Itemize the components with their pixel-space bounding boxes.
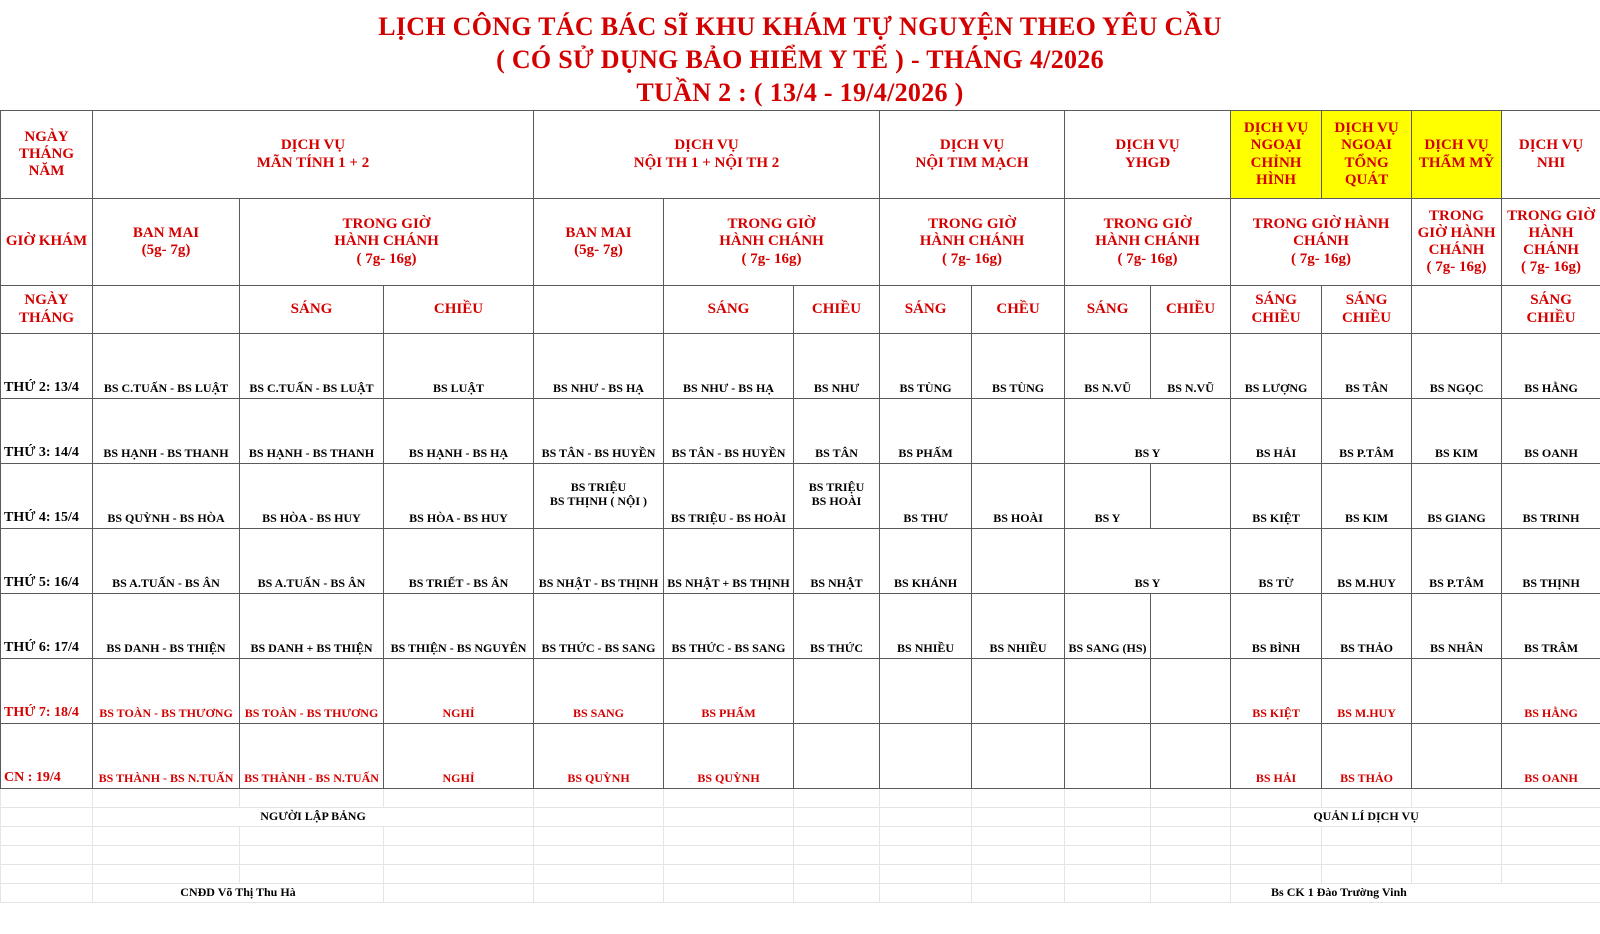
- footer-right-name: Bs CK 1 Đào Trường Vinh: [1231, 884, 1600, 903]
- schedule-cell: BS BÌNH: [1231, 594, 1322, 659]
- day-cell: CN : 19/4: [1, 724, 93, 789]
- schedule-cell: BS N.VŨ: [1065, 334, 1151, 399]
- day-cell: THỨ 4: 15/4: [1, 464, 93, 529]
- schedule-cell: BS THỨC - BS SANG: [534, 594, 664, 659]
- schedule-cell: BS TÙNG: [972, 334, 1065, 399]
- schedule-cell: BS LƯỢNG: [1231, 334, 1322, 399]
- schedule-cell: BS NHIỀU: [972, 594, 1065, 659]
- header-trong-gio-1: TRONG GIỜ HÀNH CHÁNH ( 7g- 16g): [240, 199, 534, 286]
- header-tham-my: DỊCH VỤ THẨM MỸ: [1412, 111, 1502, 199]
- schedule-cell: BS THỨC - BS SANG: [664, 594, 794, 659]
- table-row: [1, 724, 1600, 789]
- schedule-cell: BS N.VŨ: [1151, 334, 1231, 399]
- footer-right-title: QUẢN LÍ DỊCH VỤ: [1231, 808, 1502, 827]
- schedule-cell: BS QUỲNH - BS HÒA: [93, 464, 240, 529]
- header-chieu: CHIỀU: [384, 286, 534, 334]
- schedule-cell: [794, 659, 880, 724]
- schedule-cell: BS HẰNG: [1502, 334, 1600, 399]
- header-ngoai-tong-quat: DỊCH VỤ NGOẠI TỔNG QUÁT: [1322, 111, 1412, 199]
- schedule-cell: BS M.HUY: [1322, 659, 1412, 724]
- schedule-cell: [972, 399, 1065, 464]
- footer-spacer-row: [1, 827, 1600, 846]
- schedule-cell: BS HẠNH - BS THANH: [240, 399, 384, 464]
- header-chieu: CHIỀU: [794, 286, 880, 334]
- schedule-cell: BS TÂN: [794, 399, 880, 464]
- schedule-cell: BS TOÀN - BS THƯƠNG: [240, 659, 384, 724]
- schedule-cell: BS PHẤM: [880, 399, 972, 464]
- schedule-cell: [1151, 724, 1231, 789]
- schedule-cell: BS HÒA - BS HUY: [384, 464, 534, 529]
- header-trong-gio-3: TRONG GIỜ HÀNH CHÁNH ( 7g- 16g): [880, 199, 1065, 286]
- schedule-cell: [972, 724, 1065, 789]
- schedule-cell: BS TOÀN - BS THƯƠNG: [93, 659, 240, 724]
- schedule-cell: BS Y: [1065, 529, 1231, 594]
- schedule-cell: BS SANG: [534, 659, 664, 724]
- schedule-cell: [1151, 659, 1231, 724]
- schedule-cell: [1412, 659, 1502, 724]
- schedule-cell: BS THƯ: [880, 464, 972, 529]
- header-ban-mai-2: BAN MAI (5g- 7g): [534, 199, 664, 286]
- schedule-table: [0, 110, 1600, 903]
- schedule-cell: BS SANG (HS): [1065, 594, 1151, 659]
- header-empty: [1412, 286, 1502, 334]
- footer-titles-row: [1, 808, 1600, 827]
- header-sang: SÁNG: [1065, 286, 1151, 334]
- schedule-cell: BS TÂN: [1322, 334, 1412, 399]
- footer-spacer-row: [1, 846, 1600, 865]
- footer-left-title: NGƯỜI LẬP BẢNG: [93, 808, 534, 827]
- schedule-cell: BS HOÀI: [972, 464, 1065, 529]
- header-trong-gio-4: TRONG GIỜ HÀNH CHÁNH ( 7g- 16g): [1065, 199, 1231, 286]
- day-cell: THỨ 2: 13/4: [1, 334, 93, 399]
- schedule-cell: BS PHẤM: [664, 659, 794, 724]
- schedule-cell: BS TÙNG: [880, 334, 972, 399]
- header-ngoai-chinh-hinh: DỊCH VỤ NGOẠI CHỈNH HÌNH: [1231, 111, 1322, 199]
- footer-spacer-row: [1, 865, 1600, 884]
- schedule-cell: BS NHƯ - BS HẠ: [664, 334, 794, 399]
- schedule-cell: [1151, 594, 1231, 659]
- schedule-cell: BS TRIỆU BS THỊNH ( NỘI ): [534, 464, 664, 529]
- day-cell: THỨ 6: 17/4: [1, 594, 93, 659]
- header-trong-gio-5: TRONG GIỜ HÀNH CHÁNH ( 7g- 16g): [1231, 199, 1412, 286]
- footer-names-row: [1, 884, 1600, 903]
- schedule-cell: BS OANH: [1502, 724, 1600, 789]
- header-sang-chieu: SÁNG CHIỀU: [1322, 286, 1412, 334]
- schedule-cell: BS QUỲNH: [534, 724, 664, 789]
- header-man-tinh: DỊCH VỤ MÃN TÍNH 1 + 2: [93, 111, 534, 199]
- footer-left-name: CNĐD Võ Thị Thu Hà: [93, 884, 384, 903]
- schedule-cell: BS HÒA - BS HUY: [240, 464, 384, 529]
- header-sang-chieu: SÁNG CHIỀU: [1231, 286, 1322, 334]
- table-row: [1, 399, 1600, 464]
- header-noi-th: DỊCH VỤ NỘI TH 1 + NỘI TH 2: [534, 111, 880, 199]
- schedule-cell: BS HẢI: [1231, 399, 1322, 464]
- schedule-cell: BS TRIỆU BS HOÀI: [794, 464, 880, 529]
- schedule-cell: BS TỪ: [1231, 529, 1322, 594]
- schedule-cell: BS M.HUY: [1322, 529, 1412, 594]
- table-row: [1, 464, 1600, 529]
- header-nhi: DỊCH VỤ NHI: [1502, 111, 1600, 199]
- header-chieu: CHIỀU: [1151, 286, 1231, 334]
- schedule-cell: BS NHÂN: [1412, 594, 1502, 659]
- header-row-hours: [1, 199, 1600, 286]
- header-empty: [93, 286, 240, 334]
- header-yhgd: DỊCH VỤ YHGĐ: [1065, 111, 1231, 199]
- header-sang-chieu: SÁNG CHIỀU: [1502, 286, 1600, 334]
- footer-spacer-row: [1, 789, 1600, 808]
- schedule-cell: BS TÂN - BS HUYỀN: [534, 399, 664, 464]
- header-chieu: CHỀU: [972, 286, 1065, 334]
- schedule-cell: BS P.TÂM: [1322, 399, 1412, 464]
- header-sang: SÁNG: [664, 286, 794, 334]
- schedule-cell: BS C.TUẤN - BS LUẬT: [240, 334, 384, 399]
- schedule-cell: BS TÂN - BS HUYỀN: [664, 399, 794, 464]
- schedule-cell: BS C.TUẤN - BS LUẬT: [93, 334, 240, 399]
- table-row: [1, 594, 1600, 659]
- schedule-cell: BS HẠNH - BS THANH: [93, 399, 240, 464]
- schedule-cell: [880, 659, 972, 724]
- schedule-cell: BS NHẬT - BS THỊNH: [534, 529, 664, 594]
- header-noi-tim-mach: DỊCH VỤ NỘI TIM MẠCH: [880, 111, 1065, 199]
- schedule-cell: [972, 659, 1065, 724]
- schedule-cell: BS DANH - BS THIỆN: [93, 594, 240, 659]
- schedule-cell: BS NGỌC: [1412, 334, 1502, 399]
- schedule-cell: BS KHÁNH: [880, 529, 972, 594]
- header-trong-gio-2: TRONG GIỜ HÀNH CHÁNH ( 7g- 16g): [664, 199, 880, 286]
- schedule-cell: BS GIANG: [1412, 464, 1502, 529]
- day-cell: THỨ 7: 18/4: [1, 659, 93, 724]
- schedule-cell: [880, 724, 972, 789]
- header-trong-gio-6: TRONG GIỜ HÀNH CHÁNH ( 7g- 16g): [1412, 199, 1502, 286]
- schedule-title: LỊCH CÔNG TÁC BÁC SĨ KHU KHÁM TỰ NGUYỆN THEO YÊU CẦU: [378, 12, 1222, 41]
- schedule-cell: [972, 529, 1065, 594]
- schedule-cell: BS OANH: [1502, 399, 1600, 464]
- schedule-cell: [1065, 659, 1151, 724]
- day-cell: THỨ 5: 16/4: [1, 529, 93, 594]
- schedule-cell: BS THIỆN - BS NGUYÊN: [384, 594, 534, 659]
- schedule-cell: BS KIM: [1412, 399, 1502, 464]
- schedule-cell: BS TRINH: [1502, 464, 1600, 529]
- schedule-cell: BS A.TUẤN - BS ÂN: [240, 529, 384, 594]
- header-ban-mai-1: BAN MAI (5g- 7g): [93, 199, 240, 286]
- day-cell: THỨ 3: 14/4: [1, 399, 93, 464]
- header-trong-gio-7: TRONG GIỜ HÀNH CHÁNH ( 7g- 16g): [1502, 199, 1600, 286]
- schedule-cell: BS Y: [1065, 464, 1151, 529]
- schedule-cell: [794, 724, 880, 789]
- header-ngay-thang-nam: NGÀY THÁNG NĂM: [1, 111, 93, 199]
- header-gio-kham: GIỜ KHÁM: [1, 199, 93, 286]
- schedule-cell: BS TRIẾT - BS ÂN: [384, 529, 534, 594]
- schedule-cell: BS HẠNH - BS HẠ: [384, 399, 534, 464]
- schedule-cell: [1065, 724, 1151, 789]
- schedule-cell: BS QUỲNH: [664, 724, 794, 789]
- schedule-cell: BS A.TUẤN - BS ÂN: [93, 529, 240, 594]
- header-sang: SÁNG: [880, 286, 972, 334]
- schedule-cell: BS THỨC: [794, 594, 880, 659]
- header-empty: [534, 286, 664, 334]
- schedule-cell: BS TRÂM: [1502, 594, 1600, 659]
- header-sang: SÁNG: [240, 286, 384, 334]
- schedule-cell: [1412, 724, 1502, 789]
- header-row-services: [1, 111, 1600, 199]
- schedule-cell: BS NHIỀU: [880, 594, 972, 659]
- schedule-cell: BS KIỆT: [1231, 659, 1322, 724]
- schedule-cell: [1151, 464, 1231, 529]
- schedule-cell: BS THẢO: [1322, 724, 1412, 789]
- schedule-cell: BS Y: [1065, 399, 1231, 464]
- schedule-cell: BS KIỆT: [1231, 464, 1322, 529]
- schedule-cell: BS TRIỆU - BS HOÀI: [664, 464, 794, 529]
- schedule-cell: BS HẰNG: [1502, 659, 1600, 724]
- schedule-cell: NGHỈ: [384, 659, 534, 724]
- table-row: [1, 659, 1600, 724]
- schedule-cell: BS P.TÂM: [1412, 529, 1502, 594]
- schedule-cell: BS THÀNH - BS N.TUẤN: [240, 724, 384, 789]
- schedule-week: TUẦN 2 : ( 13/4 - 19/4/2026 ): [636, 78, 964, 107]
- header-row-shifts: [1, 286, 1600, 334]
- schedule-cell: BS THỊNH: [1502, 529, 1600, 594]
- header-ngay-thang: NGÀY THÁNG: [1, 286, 93, 334]
- table-row: [1, 334, 1600, 399]
- schedule-cell: BS KIM: [1322, 464, 1412, 529]
- schedule-cell: BS THÀNH - BS N.TUẤN: [93, 724, 240, 789]
- schedule-cell: BS NHẬT: [794, 529, 880, 594]
- schedule-cell: BS HẢI: [1231, 724, 1322, 789]
- schedule-cell: BS NHƯ - BS HẠ: [534, 334, 664, 399]
- schedule-cell: NGHỈ: [384, 724, 534, 789]
- table-row: [1, 529, 1600, 594]
- schedule-subtitle: ( CÓ SỬ DỤNG BẢO HIỂM Y TẾ ) - THÁNG 4/2026: [496, 45, 1104, 74]
- schedule-cell: BS DANH + BS THIỆN: [240, 594, 384, 659]
- schedule-cell: BS NHƯ: [794, 334, 880, 399]
- schedule-cell: BS NHẬT + BS THỊNH: [664, 529, 794, 594]
- schedule-cell: BS THẢO: [1322, 594, 1412, 659]
- schedule-cell: BS LUẬT: [384, 334, 534, 399]
